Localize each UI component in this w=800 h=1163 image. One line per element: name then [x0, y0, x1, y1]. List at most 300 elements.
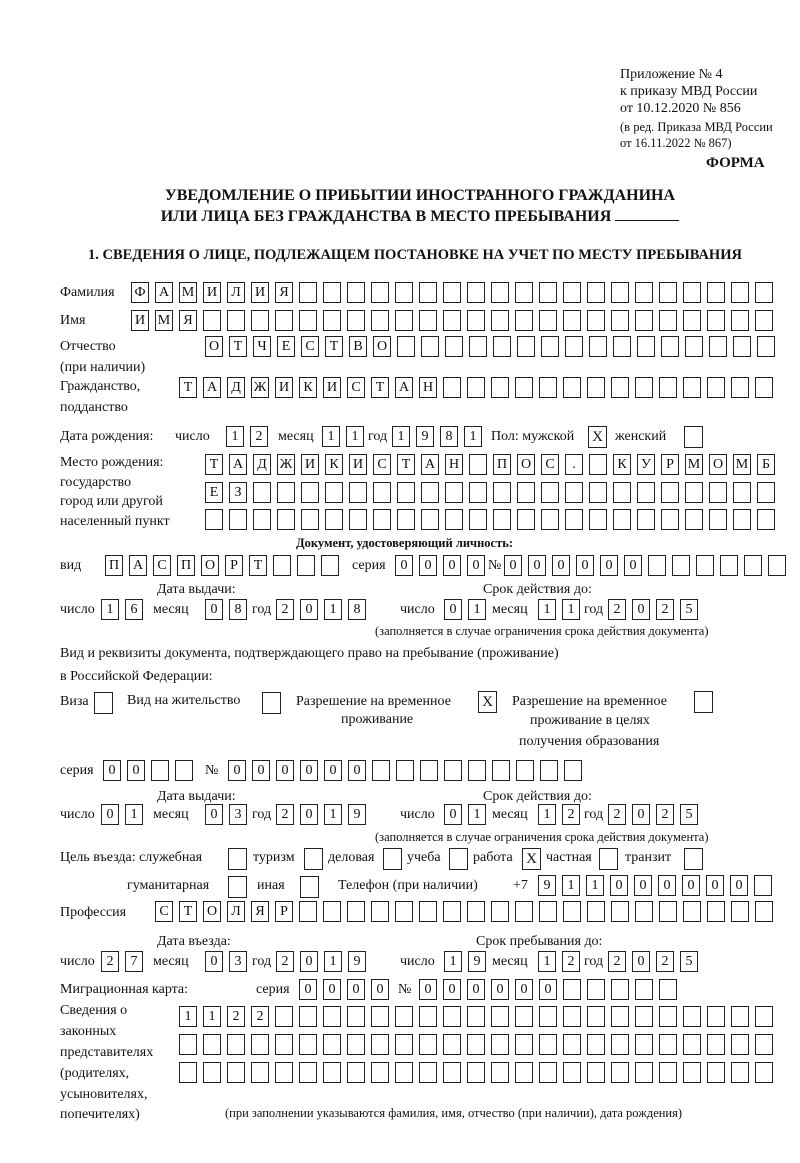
- letter-cell[interactable]: Н: [419, 377, 437, 398]
- letter-cell[interactable]: [589, 482, 607, 503]
- letter-cell[interactable]: [203, 1062, 221, 1083]
- letter-cell[interactable]: [754, 875, 772, 896]
- letter-cell[interactable]: [227, 1034, 245, 1055]
- letter-cell[interactable]: [151, 760, 169, 781]
- letter-cell[interactable]: [323, 1062, 341, 1083]
- letter-cell[interactable]: [635, 1062, 653, 1083]
- letter-cell[interactable]: [637, 336, 655, 357]
- letter-cell[interactable]: [297, 555, 315, 576]
- letter-cell[interactable]: 2: [608, 951, 626, 972]
- letter-cell[interactable]: [299, 901, 317, 922]
- letter-cell[interactable]: [395, 310, 413, 331]
- letter-cell[interactable]: 1: [538, 599, 556, 620]
- letter-cell[interactable]: О: [203, 901, 221, 922]
- letter-cell[interactable]: [396, 760, 414, 781]
- letter-cell[interactable]: [635, 1034, 653, 1055]
- letter-cell[interactable]: [587, 1034, 605, 1055]
- letter-cell[interactable]: [491, 1006, 509, 1027]
- letter-cell[interactable]: [707, 377, 725, 398]
- letter-cell[interactable]: 0: [101, 804, 119, 825]
- letter-cell[interactable]: [468, 760, 486, 781]
- letter-cell[interactable]: [637, 482, 655, 503]
- letter-cell[interactable]: [517, 482, 535, 503]
- letter-cell[interactable]: 1: [203, 1006, 221, 1027]
- letter-cell[interactable]: П: [493, 454, 511, 475]
- letter-cell[interactable]: [539, 377, 557, 398]
- letter-cell[interactable]: 1: [226, 426, 244, 447]
- letter-cell[interactable]: [611, 979, 629, 1000]
- letter-cell[interactable]: И: [275, 377, 293, 398]
- letter-cell[interactable]: З: [229, 482, 247, 503]
- letter-cell[interactable]: И: [349, 454, 367, 475]
- letter-cell[interactable]: 0: [300, 599, 318, 620]
- letter-cell[interactable]: 2: [250, 426, 268, 447]
- letter-cell[interactable]: [516, 760, 534, 781]
- letter-cell[interactable]: 0: [600, 555, 618, 576]
- letter-cell[interactable]: Т: [179, 377, 197, 398]
- letter-cell[interactable]: [757, 509, 775, 530]
- letter-cell[interactable]: [175, 760, 193, 781]
- letter-cell[interactable]: [683, 310, 701, 331]
- letter-cell[interactable]: [492, 760, 510, 781]
- letter-cell[interactable]: [419, 282, 437, 303]
- letter-cell[interactable]: И: [251, 282, 269, 303]
- letter-cell[interactable]: [395, 1034, 413, 1055]
- letter-cell[interactable]: [731, 282, 749, 303]
- letter-cell[interactable]: [493, 336, 511, 357]
- letter-cell[interactable]: [253, 509, 271, 530]
- letter-cell[interactable]: [347, 1062, 365, 1083]
- letter-cell[interactable]: Ч: [253, 336, 271, 357]
- letter-cell[interactable]: [768, 555, 786, 576]
- letter-cell[interactable]: [321, 555, 339, 576]
- letter-cell[interactable]: Б: [757, 454, 775, 475]
- letter-cell[interactable]: [635, 310, 653, 331]
- letter-cell[interactable]: Д: [253, 454, 271, 475]
- letter-cell[interactable]: [635, 1006, 653, 1027]
- letter-cell[interactable]: Т: [179, 901, 197, 922]
- letter-cell[interactable]: [395, 901, 413, 922]
- letter-cell[interactable]: [563, 282, 581, 303]
- letter-cell[interactable]: [589, 336, 607, 357]
- letter-cell[interactable]: [275, 1034, 293, 1055]
- letter-cell[interactable]: 0: [443, 979, 461, 1000]
- letter-cell[interactable]: А: [421, 454, 439, 475]
- letter-cell[interactable]: [467, 901, 485, 922]
- letter-cell[interactable]: [275, 1006, 293, 1027]
- letter-cell[interactable]: [648, 555, 666, 576]
- letter-cell[interactable]: [709, 336, 727, 357]
- letter-cell[interactable]: [273, 555, 291, 576]
- letter-cell[interactable]: [347, 282, 365, 303]
- letter-cell[interactable]: [515, 282, 533, 303]
- letter-cell[interactable]: 9: [538, 875, 556, 896]
- letter-cell[interactable]: 9: [468, 951, 486, 972]
- letter-cell[interactable]: 0: [634, 875, 652, 896]
- letter-cell[interactable]: [491, 310, 509, 331]
- letter-cell[interactable]: 1: [586, 875, 604, 896]
- letter-cell[interactable]: О: [201, 555, 219, 576]
- letter-cell[interactable]: [659, 1062, 677, 1083]
- letter-cell[interactable]: [179, 1062, 197, 1083]
- letter-cell[interactable]: [613, 509, 631, 530]
- letter-cell[interactable]: [419, 310, 437, 331]
- letter-cell[interactable]: А: [203, 377, 221, 398]
- letter-cell[interactable]: 1: [125, 804, 143, 825]
- letter-cell[interactable]: [613, 482, 631, 503]
- letter-cell[interactable]: [685, 336, 703, 357]
- letter-cell[interactable]: 0: [444, 804, 462, 825]
- letter-cell[interactable]: [589, 454, 607, 475]
- letter-cell[interactable]: М: [685, 454, 703, 475]
- visa-checkbox[interactable]: [94, 692, 113, 714]
- letter-cell[interactable]: [659, 282, 677, 303]
- letter-cell[interactable]: 1: [101, 599, 119, 620]
- letter-cell[interactable]: [565, 482, 583, 503]
- letter-cell[interactable]: 0: [252, 760, 270, 781]
- letter-cell[interactable]: 0: [323, 979, 341, 1000]
- letter-cell[interactable]: О: [517, 454, 535, 475]
- letter-cell[interactable]: [395, 1062, 413, 1083]
- letter-cell[interactable]: Ж: [251, 377, 269, 398]
- letter-cell[interactable]: 0: [443, 555, 461, 576]
- letter-cell[interactable]: 0: [624, 555, 642, 576]
- letter-cell[interactable]: [419, 901, 437, 922]
- letter-cell[interactable]: 1: [468, 804, 486, 825]
- letter-cell[interactable]: [323, 282, 341, 303]
- letter-cell[interactable]: 1: [324, 599, 342, 620]
- letter-cell[interactable]: [203, 1034, 221, 1055]
- letter-cell[interactable]: [707, 1062, 725, 1083]
- letter-cell[interactable]: С: [301, 336, 319, 357]
- letter-cell[interactable]: [757, 336, 775, 357]
- purpose-work-checkbox[interactable]: X: [522, 848, 541, 870]
- letter-cell[interactable]: В: [349, 336, 367, 357]
- letter-cell[interactable]: 0: [228, 760, 246, 781]
- letter-cell[interactable]: [635, 901, 653, 922]
- letter-cell[interactable]: С: [541, 454, 559, 475]
- letter-cell[interactable]: О: [205, 336, 223, 357]
- letter-cell[interactable]: [421, 509, 439, 530]
- letter-cell[interactable]: 0: [300, 760, 318, 781]
- letter-cell[interactable]: 2: [276, 804, 294, 825]
- letter-cell[interactable]: [541, 509, 559, 530]
- letter-cell[interactable]: Р: [661, 454, 679, 475]
- letter-cell[interactable]: 0: [552, 555, 570, 576]
- letter-cell[interactable]: [589, 509, 607, 530]
- sex-female-checkbox[interactable]: [684, 426, 703, 448]
- letter-cell[interactable]: [397, 336, 415, 357]
- letter-cell[interactable]: [515, 1034, 533, 1055]
- letter-cell[interactable]: [421, 482, 439, 503]
- letter-cell[interactable]: [229, 509, 247, 530]
- letter-cell[interactable]: [347, 1006, 365, 1027]
- letter-cell[interactable]: [515, 901, 533, 922]
- letter-cell[interactable]: 0: [539, 979, 557, 1000]
- letter-cell[interactable]: [227, 1062, 245, 1083]
- letter-cell[interactable]: М: [179, 282, 197, 303]
- letter-cell[interactable]: 0: [205, 599, 223, 620]
- letter-cell[interactable]: [733, 509, 751, 530]
- letter-cell[interactable]: 2: [656, 804, 674, 825]
- letter-cell[interactable]: Я: [179, 310, 197, 331]
- letter-cell[interactable]: [443, 901, 461, 922]
- letter-cell[interactable]: 0: [467, 555, 485, 576]
- letter-cell[interactable]: [563, 901, 581, 922]
- letter-cell[interactable]: .: [565, 454, 583, 475]
- letter-cell[interactable]: И: [203, 282, 221, 303]
- letter-cell[interactable]: 2: [227, 1006, 245, 1027]
- letter-cell[interactable]: [539, 310, 557, 331]
- letter-cell[interactable]: 8: [440, 426, 458, 447]
- letter-cell[interactable]: [395, 1006, 413, 1027]
- letter-cell[interactable]: 0: [632, 951, 650, 972]
- letter-cell[interactable]: [347, 310, 365, 331]
- letter-cell[interactable]: И: [323, 377, 341, 398]
- letter-cell[interactable]: [587, 377, 605, 398]
- letter-cell[interactable]: Ж: [277, 454, 295, 475]
- letter-cell[interactable]: Р: [225, 555, 243, 576]
- letter-cell[interactable]: [277, 509, 295, 530]
- purpose-humanitarian-checkbox[interactable]: [228, 876, 247, 898]
- letter-cell[interactable]: [661, 336, 679, 357]
- letter-cell[interactable]: У: [637, 454, 655, 475]
- letter-cell[interactable]: [659, 979, 677, 1000]
- letter-cell[interactable]: 0: [504, 555, 522, 576]
- letter-cell[interactable]: 0: [528, 555, 546, 576]
- letter-cell[interactable]: [517, 509, 535, 530]
- purpose-tourism-checkbox[interactable]: [304, 848, 323, 870]
- letter-cell[interactable]: 8: [229, 599, 247, 620]
- letter-cell[interactable]: 2: [656, 951, 674, 972]
- letter-cell[interactable]: [563, 979, 581, 1000]
- letter-cell[interactable]: [253, 482, 271, 503]
- letter-cell[interactable]: [251, 1034, 269, 1055]
- letter-cell[interactable]: А: [229, 454, 247, 475]
- letter-cell[interactable]: 5: [680, 951, 698, 972]
- letter-cell[interactable]: [707, 1006, 725, 1027]
- letter-cell[interactable]: [372, 760, 390, 781]
- letter-cell[interactable]: 2: [562, 804, 580, 825]
- letter-cell[interactable]: 0: [515, 979, 533, 1000]
- letter-cell[interactable]: [565, 509, 583, 530]
- letter-cell[interactable]: [420, 760, 438, 781]
- letter-cell[interactable]: [659, 901, 677, 922]
- purpose-transit-checkbox[interactable]: [684, 848, 703, 870]
- letter-cell[interactable]: 0: [682, 875, 700, 896]
- temp-permit-checkbox[interactable]: X: [478, 691, 497, 713]
- letter-cell[interactable]: 0: [205, 951, 223, 972]
- letter-cell[interactable]: [203, 310, 221, 331]
- letter-cell[interactable]: [445, 336, 463, 357]
- letter-cell[interactable]: [563, 310, 581, 331]
- purpose-other-checkbox[interactable]: [300, 876, 319, 898]
- letter-cell[interactable]: [491, 1062, 509, 1083]
- letter-cell[interactable]: [611, 901, 629, 922]
- letter-cell[interactable]: Е: [205, 482, 223, 503]
- letter-cell[interactable]: [564, 760, 582, 781]
- letter-cell[interactable]: 2: [276, 951, 294, 972]
- purpose-study-checkbox[interactable]: [449, 848, 468, 870]
- letter-cell[interactable]: [563, 1006, 581, 1027]
- letter-cell[interactable]: [659, 1006, 677, 1027]
- letter-cell[interactable]: [565, 336, 583, 357]
- letter-cell[interactable]: [493, 509, 511, 530]
- letter-cell[interactable]: [733, 482, 751, 503]
- letter-cell[interactable]: С: [153, 555, 171, 576]
- letter-cell[interactable]: [731, 1062, 749, 1083]
- letter-cell[interactable]: А: [155, 282, 173, 303]
- purpose-business-checkbox[interactable]: [383, 848, 402, 870]
- letter-cell[interactable]: Н: [445, 454, 463, 475]
- letter-cell[interactable]: 1: [324, 804, 342, 825]
- letter-cell[interactable]: 2: [656, 599, 674, 620]
- letter-cell[interactable]: 0: [300, 951, 318, 972]
- letter-cell[interactable]: [540, 760, 558, 781]
- letter-cell[interactable]: [539, 282, 557, 303]
- letter-cell[interactable]: [467, 1034, 485, 1055]
- letter-cell[interactable]: [469, 336, 487, 357]
- letter-cell[interactable]: 0: [444, 599, 462, 620]
- letter-cell[interactable]: Т: [325, 336, 343, 357]
- letter-cell[interactable]: 0: [491, 979, 509, 1000]
- letter-cell[interactable]: [709, 509, 727, 530]
- letter-cell[interactable]: [635, 979, 653, 1000]
- letter-cell[interactable]: [587, 1006, 605, 1027]
- letter-cell[interactable]: [731, 901, 749, 922]
- letter-cell[interactable]: 1: [322, 426, 340, 447]
- letter-cell[interactable]: [301, 509, 319, 530]
- letter-cell[interactable]: [371, 1034, 389, 1055]
- letter-cell[interactable]: [720, 555, 738, 576]
- letter-cell[interactable]: [467, 282, 485, 303]
- letter-cell[interactable]: 0: [371, 979, 389, 1000]
- letter-cell[interactable]: 1: [562, 599, 580, 620]
- letter-cell[interactable]: [299, 310, 317, 331]
- letter-cell[interactable]: [443, 282, 461, 303]
- letter-cell[interactable]: [707, 310, 725, 331]
- letter-cell[interactable]: [179, 1034, 197, 1055]
- letter-cell[interactable]: [683, 901, 701, 922]
- letter-cell[interactable]: [419, 1034, 437, 1055]
- letter-cell[interactable]: 1: [538, 951, 556, 972]
- letter-cell[interactable]: 2: [251, 1006, 269, 1027]
- letter-cell[interactable]: 0: [467, 979, 485, 1000]
- letter-cell[interactable]: Т: [229, 336, 247, 357]
- letter-cell[interactable]: 5: [680, 804, 698, 825]
- letter-cell[interactable]: [467, 1062, 485, 1083]
- letter-cell[interactable]: [755, 1006, 773, 1027]
- letter-cell[interactable]: 0: [610, 875, 628, 896]
- letter-cell[interactable]: [443, 377, 461, 398]
- sex-male-checkbox[interactable]: X: [588, 426, 607, 448]
- letter-cell[interactable]: 0: [299, 979, 317, 1000]
- letter-cell[interactable]: К: [325, 454, 343, 475]
- letter-cell[interactable]: 2: [608, 599, 626, 620]
- letter-cell[interactable]: [757, 482, 775, 503]
- letter-cell[interactable]: 5: [680, 599, 698, 620]
- letter-cell[interactable]: Я: [251, 901, 269, 922]
- letter-cell[interactable]: [611, 1006, 629, 1027]
- letter-cell[interactable]: [299, 1006, 317, 1027]
- letter-cell[interactable]: Е: [277, 336, 295, 357]
- letter-cell[interactable]: [227, 310, 245, 331]
- edu-permit-checkbox[interactable]: [694, 691, 713, 713]
- letter-cell[interactable]: [587, 979, 605, 1000]
- letter-cell[interactable]: [443, 1062, 461, 1083]
- letter-cell[interactable]: [397, 482, 415, 503]
- letter-cell[interactable]: [371, 1062, 389, 1083]
- letter-cell[interactable]: [515, 377, 533, 398]
- letter-cell[interactable]: А: [129, 555, 147, 576]
- letter-cell[interactable]: 0: [706, 875, 724, 896]
- letter-cell[interactable]: 1: [179, 1006, 197, 1027]
- letter-cell[interactable]: Т: [205, 454, 223, 475]
- letter-cell[interactable]: [491, 901, 509, 922]
- letter-cell[interactable]: 0: [419, 979, 437, 1000]
- letter-cell[interactable]: [685, 509, 703, 530]
- letter-cell[interactable]: Л: [227, 282, 245, 303]
- letter-cell[interactable]: [515, 1062, 533, 1083]
- letter-cell[interactable]: [707, 282, 725, 303]
- letter-cell[interactable]: [587, 1062, 605, 1083]
- letter-cell[interactable]: [731, 1006, 749, 1027]
- letter-cell[interactable]: [755, 377, 773, 398]
- letter-cell[interactable]: [421, 336, 439, 357]
- letter-cell[interactable]: [661, 482, 679, 503]
- letter-cell[interactable]: 1: [346, 426, 364, 447]
- letter-cell[interactable]: 0: [632, 599, 650, 620]
- letter-cell[interactable]: [323, 901, 341, 922]
- letter-cell[interactable]: [707, 1034, 725, 1055]
- letter-cell[interactable]: М: [155, 310, 173, 331]
- letter-cell[interactable]: [517, 336, 535, 357]
- letter-cell[interactable]: [683, 1062, 701, 1083]
- letter-cell[interactable]: 0: [205, 804, 223, 825]
- letter-cell[interactable]: [251, 310, 269, 331]
- letter-cell[interactable]: [323, 310, 341, 331]
- letter-cell[interactable]: [637, 509, 655, 530]
- letter-cell[interactable]: [445, 509, 463, 530]
- letter-cell[interactable]: [683, 282, 701, 303]
- letter-cell[interactable]: 3: [229, 804, 247, 825]
- letter-cell[interactable]: [541, 482, 559, 503]
- letter-cell[interactable]: [443, 310, 461, 331]
- letter-cell[interactable]: [469, 509, 487, 530]
- letter-cell[interactable]: Т: [397, 454, 415, 475]
- letter-cell[interactable]: [611, 377, 629, 398]
- letter-cell[interactable]: [323, 1034, 341, 1055]
- letter-cell[interactable]: [733, 336, 751, 357]
- letter-cell[interactable]: 8: [348, 599, 366, 620]
- letter-cell[interactable]: [635, 377, 653, 398]
- letter-cell[interactable]: Д: [227, 377, 245, 398]
- letter-cell[interactable]: [325, 482, 343, 503]
- letter-cell[interactable]: А: [395, 377, 413, 398]
- letter-cell[interactable]: [491, 377, 509, 398]
- letter-cell[interactable]: 9: [348, 804, 366, 825]
- letter-cell[interactable]: 1: [392, 426, 410, 447]
- letter-cell[interactable]: [611, 282, 629, 303]
- letter-cell[interactable]: [755, 901, 773, 922]
- letter-cell[interactable]: 1: [444, 951, 462, 972]
- letter-cell[interactable]: 0: [576, 555, 594, 576]
- letter-cell[interactable]: [659, 1034, 677, 1055]
- letter-cell[interactable]: [515, 1006, 533, 1027]
- letter-cell[interactable]: О: [709, 454, 727, 475]
- letter-cell[interactable]: Р: [275, 901, 293, 922]
- letter-cell[interactable]: 1: [324, 951, 342, 972]
